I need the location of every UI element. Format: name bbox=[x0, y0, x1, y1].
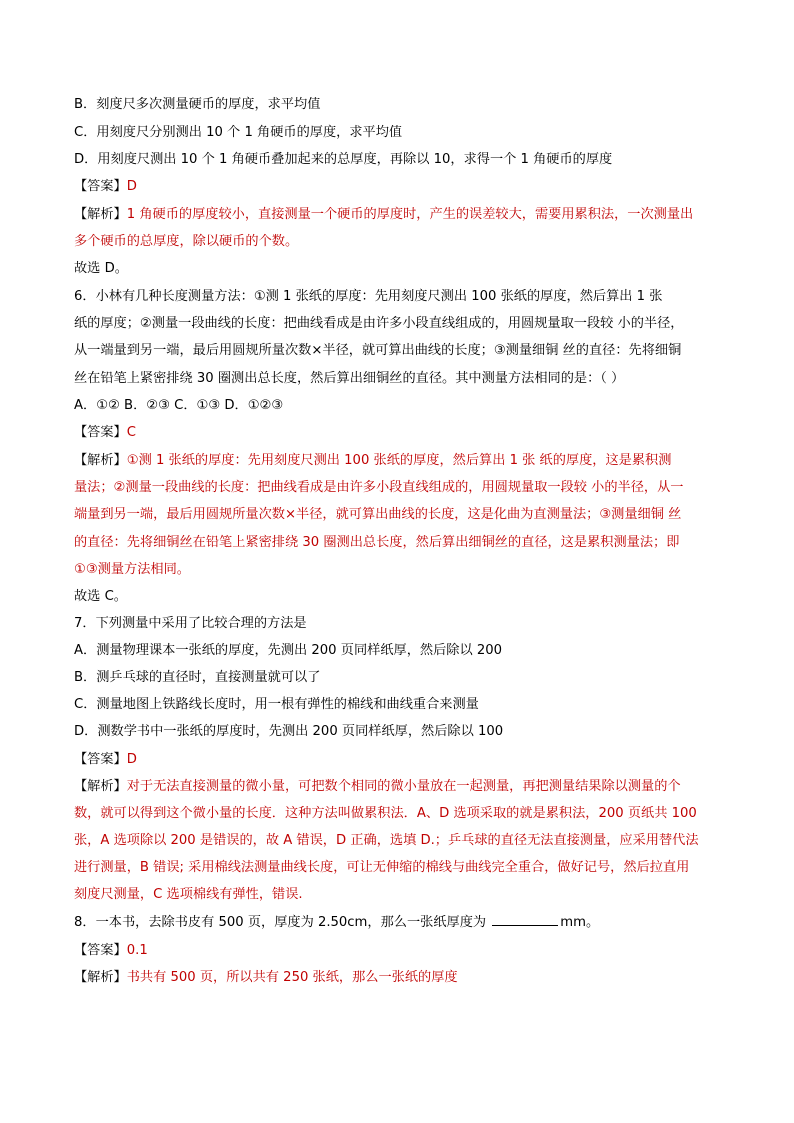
text-line bbox=[74, 451, 671, 471]
text-line bbox=[74, 287, 662, 307]
text-line bbox=[74, 95, 320, 115]
text-line bbox=[74, 314, 683, 334]
question-text: 8．一本书，去除书皮有 500 页，厚度为 2.50cm，那么一张纸厚度为 bbox=[74, 915, 491, 930]
question-text: 【解析】 bbox=[74, 453, 127, 468]
answer-text: D bbox=[126, 752, 137, 767]
text-line bbox=[74, 941, 148, 961]
answer-text: ①③测量方法相同。 bbox=[74, 562, 190, 577]
text-line bbox=[74, 232, 298, 252]
text-line bbox=[74, 587, 127, 607]
answer-text: 刻度尺测量，C 选项棉线有弹性，错误. bbox=[74, 887, 303, 902]
answer-text: 进行测量，B 错误; 采用棉线法测量曲线长度，可让无伸缩的棉线与曲线完全重合，做好记号，然后拉直用 bbox=[74, 860, 690, 875]
answer-text: 1 角硬币的厚度较小，直接测量一个硬币的厚度时，产生的误差较大，需要用累积法，一次测量出 bbox=[126, 207, 694, 222]
text-line bbox=[74, 641, 502, 661]
question-text: 故选 C。 bbox=[74, 589, 127, 604]
question-text: 纸的厚度；②测量一段曲线的长度：把曲线看成是由许多小段直线组成的，用圆规量取一段较 小的半径， bbox=[74, 316, 684, 331]
answer-blank bbox=[492, 913, 558, 926]
answer-text: 张，A 选项除以 200 是错误的，故 A 错误，D 正确，选填 D.；乒乓球的直径无法直接测量，应采用替代法 bbox=[74, 833, 699, 848]
question-text: 【答案】 bbox=[74, 425, 127, 440]
text-line bbox=[74, 369, 624, 389]
text-line bbox=[74, 560, 190, 580]
text-line bbox=[74, 668, 320, 688]
answer-text: ①测 1 张纸的厚度：先用刻度尺测出 100 张纸的厚度，然后算出 1 张 纸的厚度，这是累积测 bbox=[126, 453, 672, 468]
text-line bbox=[74, 259, 128, 279]
text-line bbox=[74, 177, 137, 197]
question-text: A．测量物理课本一张纸的厚度，先测出 200 页同样纸厚，然后除以 200 bbox=[74, 643, 502, 658]
text-line bbox=[74, 831, 699, 851]
text-line bbox=[74, 858, 689, 878]
text-line bbox=[74, 614, 307, 634]
text-line bbox=[74, 913, 599, 933]
answer-text: D bbox=[126, 179, 137, 194]
question-text: 【答案】 bbox=[74, 752, 127, 767]
question-text: 【解析】 bbox=[74, 779, 127, 794]
question-text: 从一端量到另一端，最后用圆规所量次数×半径，就可算出曲线的长度；③测量细铜 丝的直径：先将细铜 bbox=[74, 343, 682, 358]
text-line bbox=[74, 505, 681, 525]
text-line bbox=[74, 533, 679, 553]
text-line bbox=[74, 423, 136, 443]
question-text: 故选 D。 bbox=[74, 261, 128, 276]
answer-text: 数，就可以得到这个微小量的长度．这种方法叫做累积法．A、D 选项采取的就是累积法，200 页纸共 100 bbox=[74, 806, 697, 821]
text-line bbox=[74, 123, 402, 143]
question-text: 丝在铅笔上紧密排绕 30 圈测出总长度，然后算出细铜丝的直径。其中测量方法相同的是：（ ） bbox=[74, 371, 625, 386]
answer-text: 端量到另一端，最后用圆规所量次数×半径，就可算出曲线的长度，这是化曲为直测量法；③测量细铜 丝 bbox=[74, 507, 682, 522]
text-line bbox=[74, 777, 681, 797]
question-text: 【答案】 bbox=[74, 943, 127, 958]
text-line bbox=[74, 885, 303, 905]
answer-text: 0.1 bbox=[126, 943, 148, 958]
question-text: mm。 bbox=[560, 915, 600, 930]
answer-text: 的直径：先将细铜丝在铅笔上紧密排绕 30 圈测出总长度，然后算出细铜丝的直径，这是累积测量法；即 bbox=[74, 535, 680, 550]
text-line bbox=[74, 750, 137, 770]
question-text: A．①② B．②③ C．①③ D．①②③ bbox=[74, 398, 284, 413]
text-line bbox=[74, 150, 612, 170]
question-text: 【解析】 bbox=[74, 207, 127, 222]
answer-text: 书共有 500 页，所以共有 250 张纸，那么一张纸的厚度 bbox=[126, 970, 458, 985]
question-text: C．用刻度尺分别测出 10 个 1 角硬币的厚度，求平均值 bbox=[74, 125, 403, 140]
text-line bbox=[74, 722, 503, 742]
text-line bbox=[74, 478, 683, 498]
text-line bbox=[74, 804, 697, 824]
answer-text: 对于无法直接测量的微小量，可把数个相同的微小量放在一起测量，再把测量结果除以测量的个 bbox=[126, 779, 681, 794]
answer-text: 量法；②测量一段曲线的长度：把曲线看成是由许多小段直线组成的，用圆规量取一段较 小的半径，从一 bbox=[74, 480, 684, 495]
question-text: B．测乒乓球的直径时，直接测量就可以了 bbox=[74, 670, 321, 685]
answer-text: C bbox=[126, 425, 136, 440]
question-text: B．刻度尺多次测量硬币的厚度，求平均值 bbox=[74, 97, 321, 112]
question-text: 6．小林有几种长度测量方法：①测 1 张纸的厚度：先用刻度尺测出 100 张纸的厚度，然后算出 1 张 bbox=[74, 289, 663, 304]
question-text: C．测量地图上铁路线长度时，用一根有弹性的棉线和曲线重合来测量 bbox=[74, 697, 479, 712]
text-line bbox=[74, 695, 479, 715]
question-text: 【解析】 bbox=[74, 970, 127, 985]
text-line bbox=[74, 205, 693, 225]
answer-text: 多个硬币的总厚度，除以硬币的个数。 bbox=[74, 234, 299, 249]
question-text: D．用刻度尺测出 10 个 1 角硬币叠加起来的总厚度，再除以 10，求得一个 1 角硬币的厚度 bbox=[74, 152, 613, 167]
question-text: 【答案】 bbox=[74, 179, 127, 194]
text-line bbox=[74, 341, 681, 361]
text-line bbox=[74, 968, 458, 988]
question-text: 7．下列测量中采用了比较合理的方法是 bbox=[74, 616, 307, 631]
text-line bbox=[74, 396, 283, 416]
question-text: D．测数学书中一张纸的厚度时，先测出 200 页同样纸厚，然后除以 100 bbox=[74, 724, 504, 739]
